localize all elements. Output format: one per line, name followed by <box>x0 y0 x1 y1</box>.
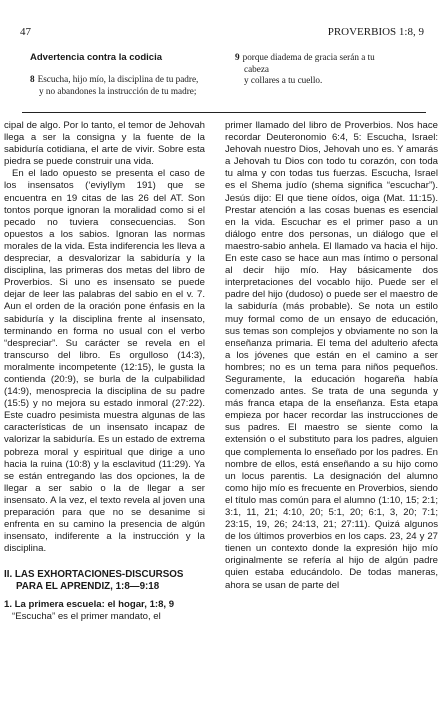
section-heading <box>4 569 205 593</box>
scripture-box-title: Advertencia contra la codicia <box>30 52 162 63</box>
page-header <box>20 26 424 40</box>
verse-9-line-3: y collares a tu cuello. <box>244 75 323 85</box>
section-heading-line-1: II. LAS EXHORTACIONES-DISCURSOS <box>4 569 184 581</box>
left-column <box>4 120 205 624</box>
verse-9-line-1: porque diadema de gracia serán a tu <box>242 52 375 62</box>
left-paragraph-1: cipal de algo. Por lo tanto, el temor de Jehovah llega a ser la consigna y la fuente de la sabiduría cotidiana, el arte de vivir. Sobre esta piedra se puede construir una vida. <box>4 120 205 168</box>
verse-9-number: 9 <box>235 52 240 62</box>
verse-8-line-1: Escucha, hijo mío, la disciplina de tu padre, <box>37 74 199 84</box>
scripture-box <box>30 52 430 110</box>
section-heading-line-2: PARA EL APRENDIZ, 1:8—9:18 <box>16 581 160 593</box>
running-head: PROVERBIOS 1:8, 9 <box>327 26 424 38</box>
left-paragraph-3: “Escucha” es el primer mandato, el <box>12 611 161 623</box>
verse-8-line-2: y no abandones la instrucción de tu madre; <box>39 85 197 96</box>
left-paragraph-2: En el lado opuesto se presenta el caso de los insensatos (‘eviylîym 191) que se encuentra en 19 citas de las 26 del AT. Son tontos porque ignoran la moralidad como si el pecado no tuviera consecuencias. Son opuestos a los sabios. Ignoran las normas morales de la vida. Esta indiferencia les lleva a despreciar, a desvalorizar la sabiduría y la disciplina, las primeras dos metas del libro de Proverbios. Si uno es insensato se puede dejar de leer las palabras del sabio en el v. 7. Aun el orden de la oración pone énfasis en la sabiduría y la disciplina frente al insensato, terminando en forma no usual con el verbo “despreciar”. Su carácter se revela en el transcurso del libro. Es orgulloso (14:3), moralmente incompetente (12:15), le gusta la contienda (20:9), se burla de la culpabilidad (14:9), menosprecia la disciplina de su padre (15:5) y no mejora su estado inmoral (27:22). Este cuadro pesimista muestra algunas de las características de un insensato incapaz de valorizar la sabiduría. Es un estado de extrema pobreza moral y espiritual que dirige a uno hacia la ruina (10:8) y la esclavitud (11:29). Ya se están entregando las dos opciones, la de llegar a ser sabio o la de llegar a ser insensato. A la vez, el texto revela al joven una preparación para que no se desanime si enfrenta en su camino la presencia de algún insensato, indiferente a la instrucción y la disciplina. <box>4 168 205 555</box>
divider-rule <box>22 112 426 113</box>
verse-9 <box>235 52 430 87</box>
right-paragraph-1: primer llamado del libro de Proverbios. Nos hace recordar Deuteronomio 6:4, 5: Escucha, Israel: Jehovah nuestro Dios, Jehovah uno es. Y amarás a Jehovah tu Dios con todo tu corazón, con toda tu alma y con todas tus fuerzas. Escucha, Israel es el Shema judío (shema significa “escuchar”). Jesús dijo: El que tiene oídos, oiga (Mat. 11:15). Prestar atención a las cosas buenas es esencial en la vida. Escuchar es el primer paso a un diálogo entre dos personas, un diálogo que el maestro-sabio anhela. El llamado va hacia el hijo. En este caso se hace aun mas íntimo o personal al decir hijo mío. Hay básicamente dos interpretaciones del vocablo hijo. Puede ser el padre del hijo (dudoso) o puede ser el maestro de la sabiduría (más probable). Se nota un estilo muy formal como de un ensayo de educación, sus temas son complejos y obviamente no son la enseñanza primaria. El tema del adulterio afecta a los jóvenes que están en el camino a ser hombres; no es un tema para niños pequeños. Seguramente, la educación hogareña había comenzado antes. Se trata de una segunda y más franca etapa de la enseñanza. Esta etapa empieza por hacer recordar las instrucciones de sus padres. El maestro se siente como la extensión o el substituto para los padres, alguien que complementa lo enseñado por los padres. En nombre de ellos, está enseñando a su hijo como un locus parentis. La designación del alumno como hijo mío es frecuente en Proverbios, siendo el título mas común para el alumno (1:10, 15; 2:1; 3:1, 11, 21; 4:10, 20; 5:1, 20; 6:1, 3, 20; 7:1; 23:15, 19, 26; 24:13, 21; 27:11). Quizá algunos de los últimos proverbios en los caps. 23, 24 y 27 tienen un contexto donde la expresión hijo mío originalmente se refería al hijo de algún padre quien estaba educándolo. De todas maneras, ahora se usan de parte del <box>225 120 438 591</box>
subheading: 1. La primera escuela: el hogar, 1:8, 9 <box>4 599 175 611</box>
right-column <box>225 120 438 592</box>
verse-8 <box>30 74 240 97</box>
page-number: 47 <box>20 26 31 38</box>
verse-8-number: 8 <box>30 74 35 84</box>
verse-9-line-2: cabeza <box>244 63 269 74</box>
